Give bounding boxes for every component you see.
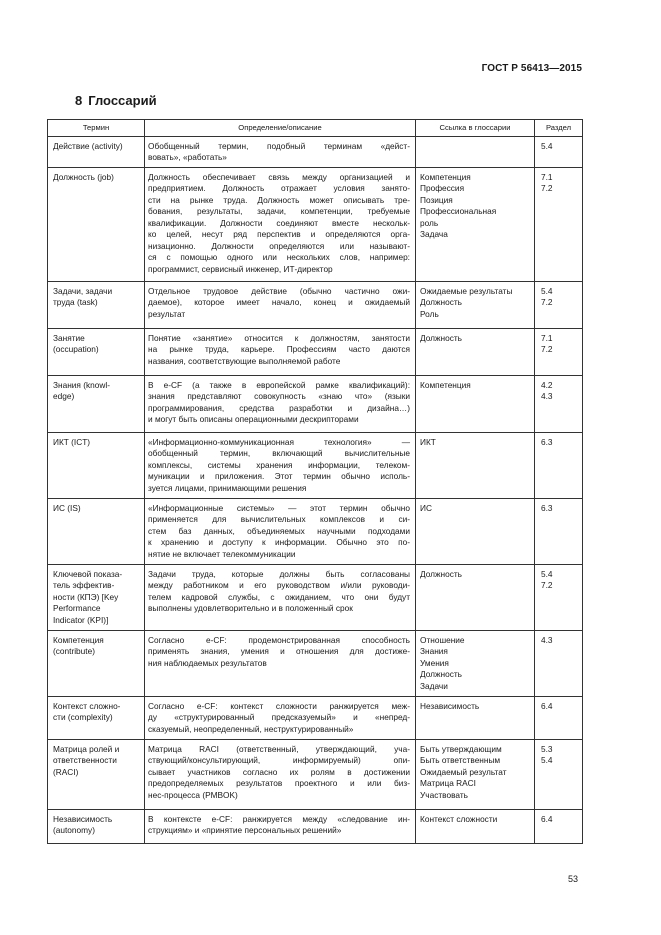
section-item: 7.1 [541, 171, 553, 182]
table-row [48, 739, 583, 809]
reference-item: Участвовать [420, 789, 468, 800]
table-row [48, 281, 583, 328]
definition-line: выполнены удовлетворительно и в положенный срок [148, 603, 353, 613]
definition-line: Понятие «занятие» относится к должностям, занятости [148, 332, 410, 343]
definition-line: результат [148, 308, 186, 319]
reference-cell [416, 809, 535, 843]
term-cell [48, 167, 145, 281]
section-item: 5.4 [541, 755, 553, 765]
definition-line: названия, соответствующие выполняемой работе [148, 355, 341, 366]
definition-line: квалификации. Должности соединяют вместе нескольк- [148, 217, 410, 228]
term-cell [48, 696, 145, 739]
reference-item: Роль [420, 308, 439, 319]
term-line: ответственности [53, 755, 117, 765]
reference-item: роль [420, 217, 439, 228]
reference-item: Ожидаемые результаты [420, 285, 513, 296]
term-line: ИС (IS) [53, 502, 81, 513]
reference-item: ИС [420, 502, 432, 513]
term-line: Ключевой показа- [53, 568, 123, 579]
definition-line: обобщенный термин, включающий вычислительные [148, 448, 410, 458]
definition-line: В e-CF (а также в европейской рамке квалификаций): [148, 379, 410, 390]
section-item: 7.2 [541, 183, 553, 193]
definition-cell [145, 498, 416, 564]
definition-line: сказуемый, неопределенный, неструктурированный» [148, 723, 354, 734]
reference-cell [416, 375, 535, 432]
definition-line: ния наблюдаемых результатов [148, 657, 267, 668]
definition-line: «Информационно-коммуникационная технология» — [148, 436, 410, 447]
section-item: 7.1 [541, 332, 553, 343]
section-item: 5.4 [541, 568, 553, 579]
term-cell [48, 281, 145, 328]
section-item: 7.2 [541, 344, 553, 354]
table-row [48, 696, 583, 739]
definition-line: применять знания, умения и отношения для достиже- [148, 646, 410, 656]
definition-line: Согласно e-CF: контекст сложности ранжируется меж- [148, 700, 410, 711]
definition-line: Отдельное трудовое действие (обычно частично ожи- [148, 285, 410, 296]
reference-item: Отношение [420, 634, 465, 645]
table-row [48, 167, 583, 281]
reference-item: Компетенция [420, 171, 471, 182]
definition-line: сывает участников согласно их ролям в достижении [148, 766, 410, 777]
definition-line: струкциям» и «принятие персональных решений» [148, 825, 342, 835]
reference-item: Должность [420, 297, 463, 307]
definition-cell [145, 739, 416, 809]
definition-line: ко целей, несут ряд перспектив и определяются орга- [148, 229, 410, 239]
definition-line: Обобщенный термин, подобный терминам «дейст- [148, 140, 410, 151]
column-header-definition: Определение/описание [145, 120, 416, 137]
term-line: Контекст сложно- [53, 700, 121, 711]
reference-item: Позиция [420, 194, 453, 205]
definition-line: «Информационные системы» — этот термин обычно [148, 502, 410, 513]
definition-line: стем баз данных, объединяемых научными подходами [148, 525, 410, 536]
term-cell [48, 136, 145, 167]
reference-item: Задачи [420, 680, 448, 691]
table-row [48, 498, 583, 564]
glossary-table [47, 119, 583, 844]
section-item: 7.2 [541, 580, 553, 590]
section-title: Глоссарий [88, 93, 157, 108]
definition-line: программирования, средства разработки и дизайна…) [148, 402, 410, 413]
reference-item: Независимость [420, 700, 480, 711]
term-line: Должность (job) [53, 171, 114, 182]
reference-item: Быть ответственным [420, 755, 501, 765]
term-cell [48, 809, 145, 843]
definition-line: телем кадровой службы, с ожиданием, что они будут [148, 591, 410, 602]
section-cell [535, 432, 583, 498]
section-cell [535, 564, 583, 630]
term-line: Матрица ролей и [53, 743, 120, 754]
section-item: 6.3 [541, 436, 553, 447]
section-cell [535, 498, 583, 564]
term-line: труда (task) [53, 297, 98, 307]
definition-line: бования, результаты, задачи, компетенции, требуемые [148, 206, 410, 216]
reference-cell [416, 564, 535, 630]
section-item: 6.4 [541, 700, 553, 711]
definition-line: сти на рынке труда. Должность может описывать тре- [148, 194, 410, 205]
reference-item: Ожидаемый результат [420, 766, 507, 777]
term-cell [48, 498, 145, 564]
table-header-row [48, 120, 583, 137]
reference-item: Должность [420, 568, 463, 579]
term-line: Занятие [53, 332, 85, 343]
reference-item: Умения [420, 657, 449, 668]
reference-item: ИКТ [420, 436, 436, 447]
table-row [48, 564, 583, 630]
definition-line: низационно. Должности определяются или называют- [148, 240, 410, 251]
reference-item: Должность [420, 332, 463, 343]
standard-code: ГОСТ Р 56413—2015 [481, 63, 582, 74]
definition-line: В контексте e-CF: ранжируется между «следование ин- [148, 813, 410, 824]
term-line: (RACI) [53, 766, 79, 777]
table-row [48, 630, 583, 696]
term-line: Компетенция [53, 634, 104, 645]
section-cell [535, 375, 583, 432]
reference-cell [416, 328, 535, 375]
definition-cell [145, 167, 416, 281]
section-cell [535, 809, 583, 843]
section-item: 6.3 [541, 502, 553, 513]
term-cell [48, 564, 145, 630]
term-line: Знания (knowl- [53, 379, 110, 390]
definition-line: комплексы, системы хранения информации, телеком- [148, 459, 410, 470]
section-cell [535, 630, 583, 696]
table-row [48, 809, 583, 843]
section-cell [535, 696, 583, 739]
definition-line: Матрица RACI (ответственный, утверждающий, уча- [148, 743, 410, 754]
section-cell [535, 167, 583, 281]
definition-line: знания представляют совокупность «знаю что» (языки [148, 391, 410, 401]
section-cell [535, 281, 583, 328]
term-line: ИКТ (ICT) [53, 436, 91, 447]
reference-item: Должность [420, 669, 463, 679]
term-cell [48, 375, 145, 432]
reference-cell [416, 281, 535, 328]
definition-line: даемое), которое имеет начало, конец и ожидаемый [148, 297, 410, 307]
column-header-reference: Ссылка в глоссарии [416, 120, 535, 137]
definition-line: программист, сервисный инженер, ИТ-директор [148, 263, 333, 274]
table-row [48, 432, 583, 498]
definition-cell [145, 375, 416, 432]
definition-cell [145, 136, 416, 167]
table-row [48, 136, 583, 167]
reference-item: Задача [420, 229, 448, 239]
section-item: 5.4 [541, 285, 553, 296]
term-line: (autonomy) [53, 825, 95, 835]
term-line: (occupation) [53, 344, 99, 354]
term-line: сти (complexity) [53, 712, 113, 722]
table-row [48, 375, 583, 432]
definition-line: зуется лицами, принимающими решения [148, 482, 307, 493]
term-cell [48, 432, 145, 498]
definition-line: ствующий/консультирующий, информируемый) опи- [148, 755, 410, 765]
section-item: 5.4 [541, 140, 553, 151]
section-item: 4.3 [541, 634, 553, 645]
term-line: edge) [53, 391, 75, 401]
reference-cell [416, 167, 535, 281]
section-item: 4.2 [541, 379, 553, 390]
reference-cell [416, 432, 535, 498]
column-header-term: Термин [48, 120, 145, 137]
definition-cell [145, 328, 416, 375]
term-line: Indicator (KPI)] [53, 614, 109, 625]
definition-cell [145, 696, 416, 739]
section-heading [75, 93, 157, 108]
definition-line: нес-процесса (PMBOK) [148, 789, 238, 800]
glossary-body [48, 136, 583, 843]
definition-line: нятие не включает телекоммуникации [148, 548, 296, 559]
definition-line: Задачи труда, которые должны быть согласованы [148, 568, 410, 579]
term-cell [48, 630, 145, 696]
reference-item: Профессиональная [420, 206, 497, 216]
term-line: (contribute) [53, 646, 95, 656]
term-line: ности (КПЭ) [Key [53, 591, 119, 602]
reference-item: Быть утверждающим [420, 743, 502, 754]
section-item: 4.3 [541, 391, 553, 401]
term-cell [48, 328, 145, 375]
definition-line: ду «структурированный предсказуемый» и «непред- [148, 712, 410, 722]
term-line: Действие (activity) [53, 140, 123, 151]
reference-cell [416, 136, 535, 167]
reference-cell [416, 696, 535, 739]
definition-line: на рынке труда, карьере. Профессиям часто даются [148, 344, 410, 354]
reference-item: Профессия [420, 183, 465, 193]
section-cell [535, 739, 583, 809]
reference-item: Контекст сложности [420, 813, 498, 824]
definition-cell [145, 281, 416, 328]
definition-line: между работником и его руководством и/или руководи- [148, 580, 410, 590]
definition-line: применяется для вычислительных комплексов и си- [148, 514, 410, 524]
section-cell [535, 136, 583, 167]
term-line: тель эффектив- [53, 580, 115, 590]
table-row [48, 328, 583, 375]
definition-cell [145, 432, 416, 498]
page-number: 53 [567, 874, 578, 884]
definition-line: муникации и приложения. Этот термин обычно исполь- [148, 471, 410, 481]
section-item: 5.3 [541, 743, 553, 754]
term-line: Задачи, задачи [53, 285, 113, 296]
term-line: Независимость [53, 813, 113, 824]
reference-cell [416, 498, 535, 564]
section-item: 7.2 [541, 297, 553, 307]
reference-cell [416, 739, 535, 809]
column-header-section: Раздел [535, 120, 583, 137]
definition-cell [145, 809, 416, 843]
definition-cell [145, 630, 416, 696]
term-line: Performance [53, 603, 101, 613]
definition-line: Согласно e-CF: продемонстрированная способность [148, 634, 410, 645]
definition-line: Должность обеспечивает связь между организацией и [148, 171, 410, 182]
reference-cell [416, 630, 535, 696]
definition-line: к хранению и доступу к информации. Обычно это по- [148, 537, 410, 547]
section-cell [535, 328, 583, 375]
reference-item: Знания [420, 646, 448, 656]
definition-line: вовать», «работать» [148, 152, 227, 162]
definition-line: и могут быть описаны операционными дескрипторами [148, 414, 359, 424]
definition-line: предопределяемых результатов проектного и или биз- [148, 778, 410, 788]
definition-cell [145, 564, 416, 630]
section-number: 8 [75, 93, 83, 108]
reference-item: Матрица RACI [420, 778, 476, 788]
section-item: 6.4 [541, 813, 553, 824]
definition-line: ся с помощью одного или нескольких слов, например: [148, 252, 410, 262]
term-cell [48, 739, 145, 809]
definition-line: предприятием. Должность отражает условия занято- [148, 183, 410, 193]
reference-item: Компетенция [420, 379, 471, 390]
